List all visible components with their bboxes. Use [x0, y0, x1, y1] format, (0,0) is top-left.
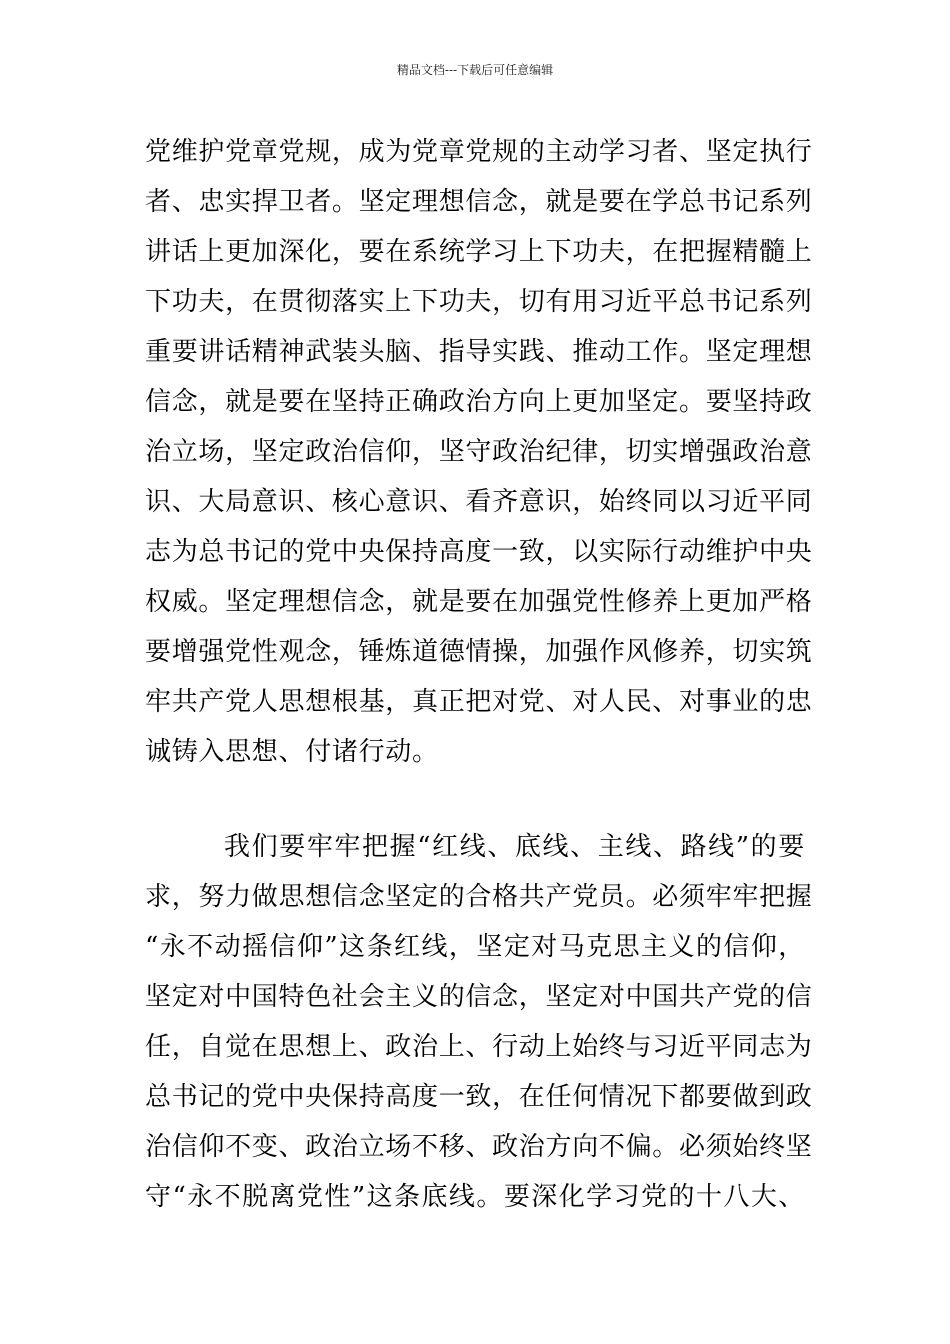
page-header: 精品文档---下载后可任意编辑	[396, 63, 554, 77]
paragraph-1	[145, 127, 813, 777]
paragraph-2	[145, 822, 813, 1222]
text-line: 治立场，坚定政治信仰，坚守政治纪律，切实增强政治意	[145, 437, 813, 467]
text-line: 坚定对中国特色社会主义的信念，坚定对中国共产党的信	[145, 982, 813, 1012]
text-line: 任，自觉在思想上、政治上、行动上始终与习近平同志为	[145, 1032, 813, 1062]
text-line: “永不动摇信仰”这条红线，坚定对马克思主义的信仰，	[145, 932, 805, 962]
text-line: 总书记的党中央保持高度一致，在任何情况下都要做到政	[145, 1082, 813, 1112]
text-line: 重要讲话精神武装头脑、指导实践、推动工作。坚定理想	[145, 337, 813, 367]
text-line: 讲话上更加深化，要在系统学习上下功夫，在把握精髓上	[145, 237, 813, 267]
text-line: 信念，就是要在坚持正确政治方向上更加坚定。要坚持政	[145, 387, 813, 417]
text-line: 我们要牢牢把握“红线、底线、主线、路线”的要	[224, 832, 805, 862]
text-line: 识、大局意识、核心意识、看齐意识，始终同以习近平同	[145, 487, 813, 517]
text-line: 党维护党章党规，成为党章党规的主动学习者、坚定执行	[145, 137, 813, 167]
text-line: 志为总书记的党中央保持高度一致，以实际行动维护中央	[145, 537, 813, 567]
text-line: 要增强党性观念，锤炼道德情操，加强作风修养，切实筑	[145, 637, 813, 667]
text-line: 诚铸入思想、付诸行动。	[145, 737, 439, 767]
text-line: 者、忠实捍卫者。坚定理想信念，就是要在学总书记系列	[145, 187, 813, 217]
text-line: 牢共产党人思想根基，真正把对党、对人民、对事业的忠	[145, 687, 813, 717]
text-line: 权威。坚定理想信念，就是要在加强党性修养上更加严格	[145, 587, 813, 617]
text-line: 求，努力做思想信念坚定的合格共产党员。必须牢牢把握	[145, 882, 813, 912]
text-line: 下功夫，在贯彻落实上下功夫，切有用习近平总书记系列	[145, 287, 813, 317]
text-line: 治信仰不变、政治立场不移、政治方向不偏。必须始终坚	[145, 1132, 813, 1162]
text-line: 守“永不脱离党性”这条底线。要深化学习党的十八大、	[145, 1182, 805, 1212]
